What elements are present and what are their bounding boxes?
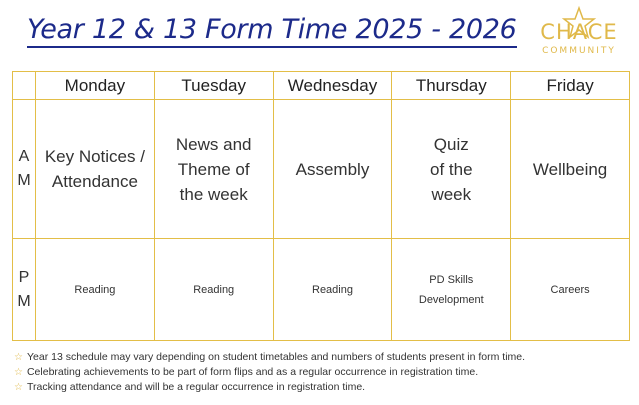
am-monday-line: Attendance <box>51 172 138 191</box>
pm-tuesday <box>154 239 273 341</box>
pm-label-p: P <box>18 268 30 286</box>
am-label-a: A <box>18 148 30 165</box>
note-item <box>14 350 525 365</box>
pm-row <box>13 239 630 341</box>
pm-monday <box>36 239 155 341</box>
day-header-tuesday: Tuesday <box>154 72 273 100</box>
note-text: Year 13 schedule may vary depending on student timetables and numbers of students present in form time. <box>26 351 526 363</box>
am-thursday <box>392 100 511 239</box>
pm-wednesday <box>273 239 392 341</box>
day-header-friday: Friday <box>511 72 630 100</box>
pm-friday-line: Careers <box>550 283 590 296</box>
pm-thursday-line: PD Skills <box>429 273 474 286</box>
am-friday-line: Wellbeing <box>532 159 608 179</box>
am-tuesday <box>154 100 273 239</box>
pm-monday-line: Reading <box>74 283 116 296</box>
pm-thursday-line: Development <box>418 293 484 306</box>
day-header-thursday: Thursday <box>392 72 511 100</box>
note-text: Celebrating achievements to be part of form flips and as a regular occurrence in registration time. <box>26 366 479 378</box>
day-header-wednesday: Wednesday <box>273 72 392 100</box>
am-tuesday-line: the week <box>179 184 248 204</box>
pm-thursday <box>392 239 511 341</box>
logo-wordmark: CHACE <box>540 20 618 44</box>
am-label-m: M <box>17 172 31 189</box>
am-monday <box>36 100 155 239</box>
pm-friday <box>511 239 630 341</box>
note-item <box>14 365 525 380</box>
pm-label-m: M <box>17 292 31 310</box>
am-row <box>13 100 630 239</box>
star-icon: ☆ <box>14 382 23 393</box>
logo-subtitle: COMMUNITY <box>542 46 616 56</box>
pm-label <box>13 239 36 341</box>
am-wednesday <box>273 100 392 239</box>
form-time-timetable <box>12 71 630 341</box>
am-thursday-line: Quiz <box>433 134 469 154</box>
am-label <box>13 100 36 239</box>
day-header-monday: Monday <box>36 72 155 100</box>
pm-wednesday-line: Reading <box>312 283 353 296</box>
pm-tuesday-line: Reading <box>193 283 235 296</box>
am-thursday-line: of the <box>430 159 473 179</box>
page-title: Year 12 & 13 Form Time 2025 - 2026 <box>27 14 517 48</box>
am-monday-line: Key Notices / <box>44 147 145 166</box>
am-tuesday-line: News and <box>175 134 252 154</box>
am-tuesday-line: Theme of <box>177 159 250 179</box>
star-icon: ☆ <box>14 352 23 363</box>
notes-list <box>14 350 525 395</box>
am-friday <box>511 100 630 239</box>
note-item <box>14 380 525 395</box>
header-row <box>13 72 630 100</box>
note-text: Tracking attendance and will be a regular occurrence in registration time. <box>26 381 366 393</box>
corner-cell <box>13 72 36 100</box>
am-wednesday-line: Assembly <box>295 159 370 179</box>
am-thursday-line: week <box>431 184 472 204</box>
chace-logo <box>528 6 630 58</box>
star-icon: ☆ <box>14 367 23 378</box>
